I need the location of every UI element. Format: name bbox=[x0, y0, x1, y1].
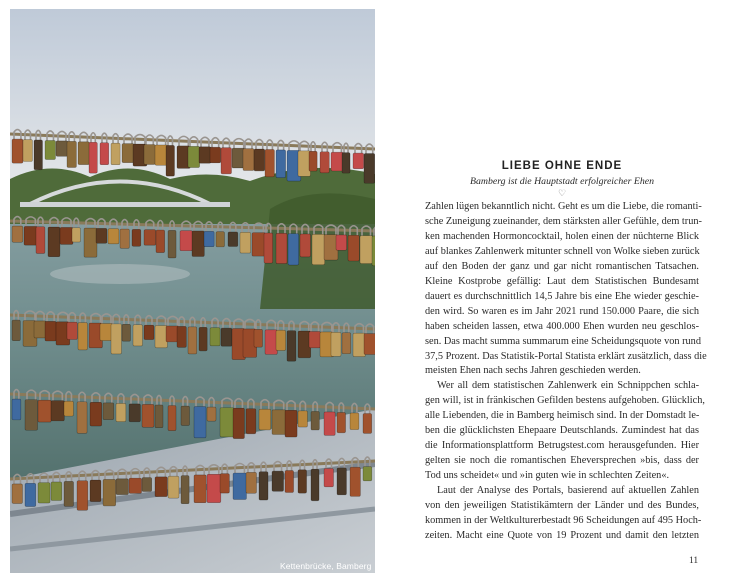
text-line: haben scheiden lassen, etwa 400.000 Ehen wurden neu geschlos- bbox=[425, 320, 699, 332]
far-bridge-deck bbox=[20, 202, 230, 207]
text-line: sche Zuneigung zueinander, dem stärksten aller Gefühle, dem trun- bbox=[425, 215, 702, 227]
text-line: kommen in der Weltkulturerbestadt 96 Scheidungen auf 495 Hoch- bbox=[425, 515, 702, 527]
text-line: ken machenden Hormoncocktail, holen einen der nüchterne Blick bbox=[425, 230, 699, 242]
text-line: 37,5 Prozent. Das Statistik-Portal Statista erklärt zusätzlich, dass die bbox=[425, 350, 707, 362]
body-text bbox=[425, 200, 707, 544]
heart-icon: ♡ bbox=[557, 188, 567, 198]
text-line: auf blankes Zahlenwerk mitunter schnell von Wolke sieben zurück bbox=[425, 245, 700, 257]
text-line: dauert es durchschnittlich 14,5 Jahre bis eine Ehe wieder geschie- bbox=[425, 290, 699, 302]
love-locks-illustration bbox=[10, 9, 375, 573]
text-line: sen. Das macht summa summarum eine Scheidungsquote von rund bbox=[425, 335, 701, 347]
text-line: zeiten. Macht eine Quote von 19 Prozent und damit den letzten bbox=[425, 529, 699, 541]
text-line: den wird. So waren es im Jahr 2021 rund 150.000 Paare, die sich bbox=[425, 305, 699, 317]
reflection bbox=[50, 264, 190, 284]
text-line: gelten sie noch die romantischen Eheversprechen »bis, dass der bbox=[425, 455, 699, 467]
chapter-title: LIEBE OHNE ENDE bbox=[501, 160, 623, 172]
text-page bbox=[425, 160, 707, 544]
text-line: alle Liebenden, die in Bamberg heimisch sind. In der Domstadt le- bbox=[425, 410, 700, 422]
text-line: Zahlen lügen bekanntlich nicht. Geht es um die Liebe, die romanti- bbox=[425, 201, 702, 212]
text-line: Wer all dem statistischen Zahlenwerk ein Schnippchen schla- bbox=[437, 380, 699, 392]
text-line: ben die glücklichsten Ehepaare Deutschlands. Zumindest hat das bbox=[425, 425, 699, 437]
text-line: Tod uns scheidet« und »in guten wie in schlechten Zeiten«. bbox=[425, 470, 670, 482]
love-locks-photo bbox=[10, 9, 375, 573]
text-line: Laut der Analyse des Portals, basierend auf aktuellen Zahlen bbox=[437, 485, 699, 497]
photo-caption: Kettenbrücke, Bamberg bbox=[280, 561, 372, 571]
text-line: meisten Ehen nach sechs Jahren geschieden werden. bbox=[425, 365, 641, 377]
text-line: die Informationsplattform Betrugstest.com herausgefunden. Hier bbox=[425, 440, 699, 452]
text-line: auf den Boden der ganz und gar nicht romantischen Tatsachen. bbox=[425, 260, 699, 272]
text-line: von den jeweiligen Statistikämtern der Länder und des Bundes, bbox=[425, 500, 699, 512]
chapter-subtitle: Bamberg ist die Hauptstadt erfolgreicher Ehen bbox=[469, 176, 655, 187]
page-number: 11 bbox=[689, 556, 699, 566]
text-line: gen will, ist in fränkischen Gefilden bestens aufgehoben. Glücklich, bbox=[425, 395, 705, 407]
text-line: Kleine Kostprobe gefällig: Laut dem Statistischen Bundesamt bbox=[425, 275, 699, 287]
